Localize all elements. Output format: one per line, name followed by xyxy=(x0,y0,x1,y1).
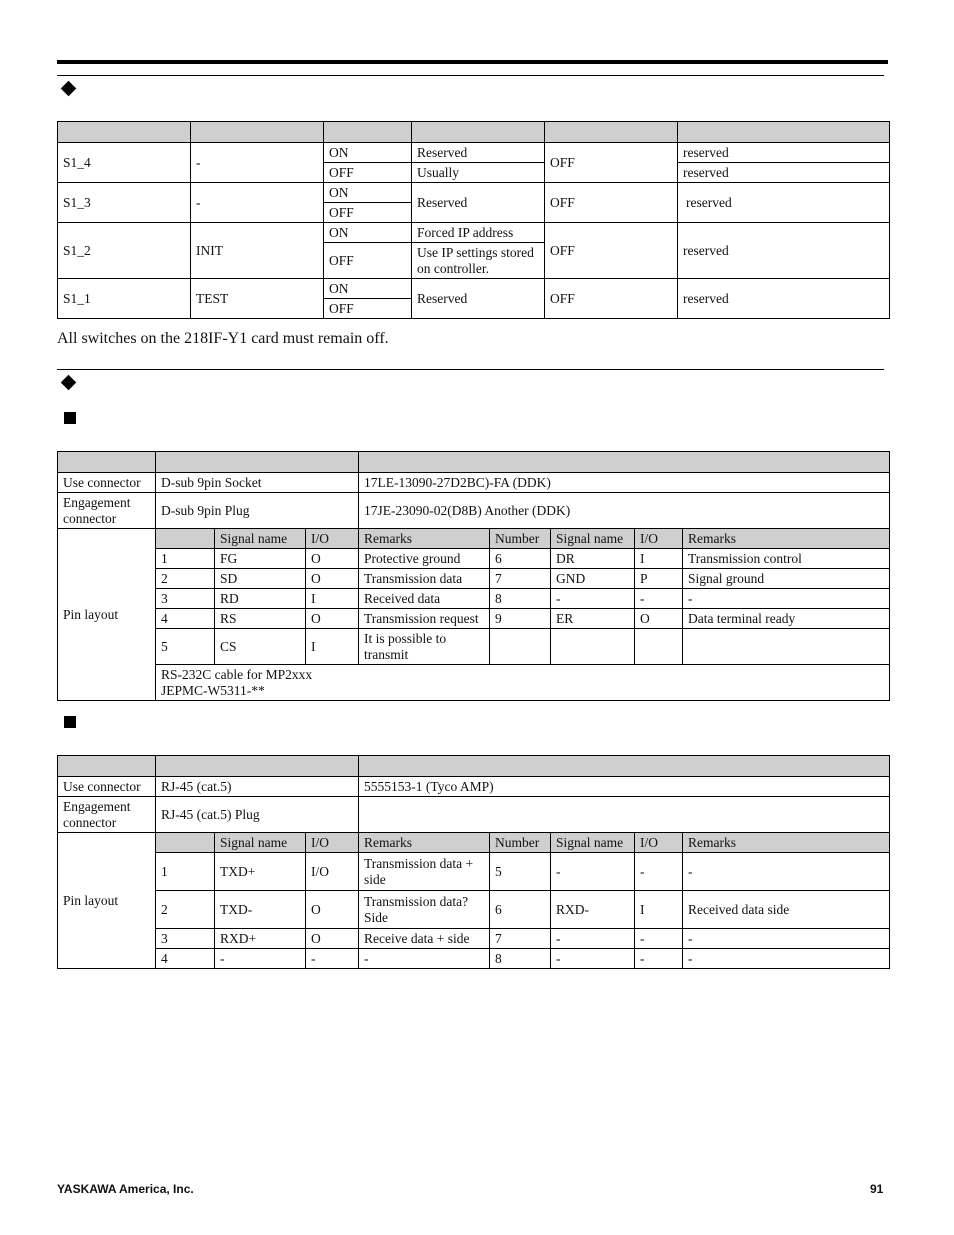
state-description: Forced IP address xyxy=(412,223,545,243)
pin-header-cell: Number xyxy=(490,833,551,853)
pin-header-cell xyxy=(156,529,215,549)
row-label xyxy=(58,797,156,833)
switch-name: TEST xyxy=(191,279,324,319)
table-row xyxy=(58,279,890,299)
pin-cell: 2 xyxy=(156,891,215,929)
header-cell xyxy=(191,122,324,143)
cable-line: RS-232C cable for MP2xxx xyxy=(161,666,313,682)
desc-line: Use IP settings stored xyxy=(417,244,534,260)
square-bullet-icon xyxy=(64,716,76,728)
pin-row xyxy=(58,929,890,949)
pin-header-row xyxy=(58,833,890,853)
header-cell xyxy=(58,452,156,473)
pin-header-cell: Number xyxy=(490,529,551,549)
pin-cell xyxy=(551,629,635,665)
default-state: OFF xyxy=(545,279,678,319)
pin-cell: Transmission data + side xyxy=(359,853,490,891)
switch-id: S1_2 xyxy=(58,223,191,279)
diamond-bullet-icon xyxy=(61,81,77,97)
label-line: connector xyxy=(63,510,117,526)
pin-cell: I xyxy=(306,589,359,609)
state-on: ON xyxy=(324,279,412,299)
pin-row xyxy=(58,549,890,569)
pin-cell: TXD- xyxy=(215,891,306,929)
pin-cell: - xyxy=(635,853,683,891)
remark: reserved xyxy=(678,279,890,319)
state-off: OFF xyxy=(324,243,412,279)
pin-cell: - xyxy=(551,853,635,891)
pin-cell: 6 xyxy=(490,549,551,569)
row-label xyxy=(58,493,156,529)
table-row xyxy=(58,183,890,203)
header-cell xyxy=(359,452,890,473)
header-cell xyxy=(324,122,412,143)
pin-header-cell: I/O xyxy=(635,833,683,853)
pin-cell: RXD+ xyxy=(215,929,306,949)
pin-header-cell: Signal name xyxy=(551,529,635,549)
pin-cell: GND xyxy=(551,569,635,589)
pin-row xyxy=(58,853,890,891)
header-cell xyxy=(678,122,890,143)
top-rule xyxy=(57,60,888,64)
pin-cell: 7 xyxy=(490,569,551,589)
pin-header-cell: Remarks xyxy=(359,529,490,549)
pin-header-cell: I/O xyxy=(306,529,359,549)
note-text: All switches on the 218IF-Y1 card must remain off. xyxy=(57,330,389,347)
pin-cell: Data terminal ready xyxy=(683,609,890,629)
switch-name: - xyxy=(191,143,324,183)
pin-row xyxy=(58,629,890,665)
table-row xyxy=(58,493,890,529)
pin-header-cell: I/O xyxy=(306,833,359,853)
pin-header-cell: Signal name xyxy=(215,529,306,549)
label-line: connector xyxy=(63,814,117,830)
switch-name: INIT xyxy=(191,223,324,279)
page-number: 91 xyxy=(870,1182,884,1196)
pin-cell: 5 xyxy=(490,853,551,891)
switch-name: - xyxy=(191,183,324,223)
pin-cell xyxy=(635,629,683,665)
table-row xyxy=(58,777,890,797)
row-label: Use connector xyxy=(58,777,156,797)
pin-header-cell: Signal name xyxy=(215,833,306,853)
rj45-connector-table xyxy=(57,755,890,969)
pin-header-cell: Remarks xyxy=(683,833,890,853)
pin-row xyxy=(58,569,890,589)
connector-model: 17JE-23090-02(D8B) Another (DDK) xyxy=(359,493,890,529)
pin-cell: 1 xyxy=(156,853,215,891)
pin-cell: RS xyxy=(215,609,306,629)
remark: reserved xyxy=(678,163,890,183)
pin-cell: 4 xyxy=(156,609,215,629)
switch-id: S1_3 xyxy=(58,183,191,223)
table-header xyxy=(58,452,890,473)
row-label: Pin layout xyxy=(58,833,156,969)
state-description xyxy=(412,243,545,279)
pin-cell: I xyxy=(306,629,359,665)
pin-cell: 1 xyxy=(156,549,215,569)
pin-cell: - xyxy=(551,929,635,949)
state-description: Reserved xyxy=(412,143,545,163)
state-off: OFF xyxy=(324,203,412,223)
pin-cell: 3 xyxy=(156,589,215,609)
connector-type: D-sub 9pin Plug xyxy=(156,493,359,529)
table-header xyxy=(58,122,890,143)
pin-cell: Signal ground xyxy=(683,569,890,589)
pin-cell: O xyxy=(306,549,359,569)
pin-cell: 7 xyxy=(490,929,551,949)
default-state: OFF xyxy=(545,223,678,279)
pin-cell: Protective ground xyxy=(359,549,490,569)
default-state: OFF xyxy=(545,143,678,183)
label-line: Engagement xyxy=(63,798,131,814)
pin-cell: O xyxy=(635,609,683,629)
pin-cell: - xyxy=(306,949,359,969)
pin-cell: O xyxy=(306,569,359,589)
state-description: Reserved xyxy=(412,279,545,319)
state-on: ON xyxy=(324,223,412,243)
pin-header-cell: Remarks xyxy=(359,833,490,853)
table-row xyxy=(58,143,890,163)
pin-cell: - xyxy=(635,589,683,609)
pin-cell xyxy=(683,629,890,665)
pin-cell: - xyxy=(635,949,683,969)
table-row xyxy=(58,473,890,493)
label-line: Engagement xyxy=(63,494,131,510)
header-cell xyxy=(156,452,359,473)
pin-row xyxy=(58,589,890,609)
state-off: OFF xyxy=(324,163,412,183)
pin-cell: I xyxy=(635,549,683,569)
pin-cell: - xyxy=(551,589,635,609)
connector-type: RJ-45 (cat.5) xyxy=(156,777,359,797)
pin-cell: P xyxy=(635,569,683,589)
footer-company: YASKAWA America, Inc. xyxy=(57,1182,194,1196)
switch-id: S1_1 xyxy=(58,279,191,319)
pin-row xyxy=(58,609,890,629)
pin-cell: Receive data + side xyxy=(359,929,490,949)
pin-cell: - xyxy=(683,949,890,969)
remark: reserved xyxy=(678,183,890,223)
pin-header-cell: Remarks xyxy=(683,529,890,549)
state-on: ON xyxy=(324,143,412,163)
cable-row xyxy=(58,665,890,701)
pin-cell: Transmission data?Side xyxy=(359,891,490,929)
pin-header-row xyxy=(58,529,890,549)
state-description: Reserved xyxy=(412,183,545,223)
connector-model xyxy=(359,797,890,833)
table-header xyxy=(58,756,890,777)
pin-cell: RD xyxy=(215,589,306,609)
pin-cell: - xyxy=(683,589,890,609)
dip-switch-table xyxy=(57,121,890,319)
rs232-connector-table xyxy=(57,451,890,701)
header-cell xyxy=(412,122,545,143)
state-on: ON xyxy=(324,183,412,203)
pin-cell: O xyxy=(306,891,359,929)
table-row xyxy=(58,223,890,243)
remark: reserved xyxy=(678,223,890,279)
pin-cell: It is possible to transmit xyxy=(359,629,490,665)
table-row xyxy=(58,797,890,833)
pin-cell: ER xyxy=(551,609,635,629)
pin-cell: - xyxy=(215,949,306,969)
pin-cell: - xyxy=(683,929,890,949)
pin-cell: O xyxy=(306,609,359,629)
pin-cell: DR xyxy=(551,549,635,569)
connector-type: RJ-45 (cat.5) Plug xyxy=(156,797,359,833)
connector-model: 5555153-1 (Tyco AMP) xyxy=(359,777,890,797)
pin-cell: 8 xyxy=(490,949,551,969)
pin-header-cell: I/O xyxy=(635,529,683,549)
state-off: OFF xyxy=(324,299,412,319)
pin-cell: 6 xyxy=(490,891,551,929)
header-cell xyxy=(359,756,890,777)
pin-cell: Transmission data xyxy=(359,569,490,589)
pin-cell: Received data xyxy=(359,589,490,609)
pin-cell: 9 xyxy=(490,609,551,629)
pin-cell: I xyxy=(635,891,683,929)
row-label: Pin layout xyxy=(58,529,156,701)
section-rule xyxy=(57,75,884,76)
pin-cell: - xyxy=(551,949,635,969)
pin-row xyxy=(58,891,890,929)
pin-row xyxy=(58,949,890,969)
pin-cell: Transmission control xyxy=(683,549,890,569)
state-description: Usually xyxy=(412,163,545,183)
section-rule xyxy=(57,369,884,370)
header-cell xyxy=(156,756,359,777)
pin-cell: FG xyxy=(215,549,306,569)
default-state: OFF xyxy=(545,183,678,223)
pin-cell: O xyxy=(306,929,359,949)
pin-cell: SD xyxy=(215,569,306,589)
pin-cell: 5 xyxy=(156,629,215,665)
pin-cell: Transmission request xyxy=(359,609,490,629)
pin-cell: - xyxy=(683,853,890,891)
row-label: Use connector xyxy=(58,473,156,493)
pin-cell: I/O xyxy=(306,853,359,891)
pin-cell xyxy=(490,629,551,665)
pin-header-cell: Signal name xyxy=(551,833,635,853)
pin-cell: TXD+ xyxy=(215,853,306,891)
connector-model: 17LE-13090-27D2BC)-FA (DDK) xyxy=(359,473,890,493)
header-cell xyxy=(58,756,156,777)
square-bullet-icon xyxy=(64,412,76,424)
pin-cell: Received data side xyxy=(683,891,890,929)
pin-cell: 4 xyxy=(156,949,215,969)
switch-id: S1_4 xyxy=(58,143,191,183)
pin-cell: - xyxy=(359,949,490,969)
diamond-bullet-icon xyxy=(61,375,77,391)
cable-info xyxy=(156,665,890,701)
header-cell xyxy=(58,122,191,143)
pin-cell: 2 xyxy=(156,569,215,589)
header-cell xyxy=(545,122,678,143)
pin-cell: RXD- xyxy=(551,891,635,929)
connector-type: D-sub 9pin Socket xyxy=(156,473,359,493)
pin-cell: 8 xyxy=(490,589,551,609)
remark: reserved xyxy=(678,143,890,163)
pin-cell: CS xyxy=(215,629,306,665)
pin-cell: - xyxy=(635,929,683,949)
pin-cell: 3 xyxy=(156,929,215,949)
pin-header-cell xyxy=(156,833,215,853)
cable-line: JEPMC-W5311-** xyxy=(161,682,265,698)
desc-line: on controller. xyxy=(417,260,489,276)
